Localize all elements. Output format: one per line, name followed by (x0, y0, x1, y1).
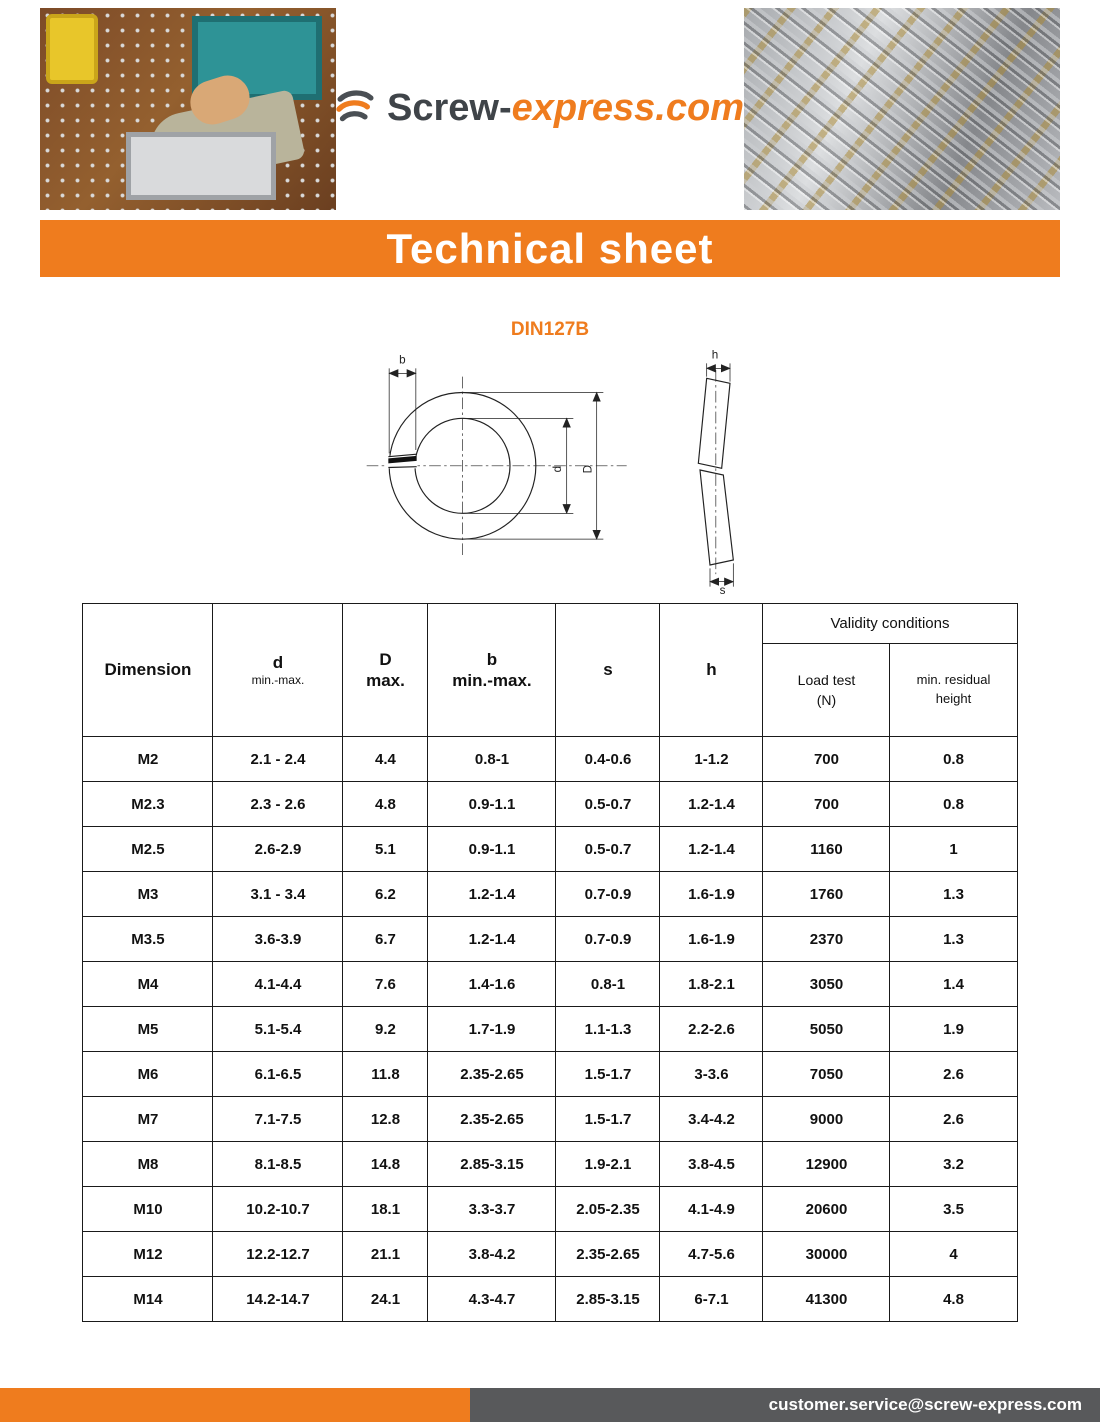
table-cell: 2.35-2.65 (428, 1097, 556, 1142)
table-cell: 2.85-3.15 (428, 1142, 556, 1187)
table-cell: 21.1 (343, 1232, 428, 1277)
table-cell: 2.35-2.65 (556, 1232, 660, 1277)
table-row (83, 1187, 1017, 1232)
table-cell: 1.7-1.9 (428, 1007, 556, 1052)
table-cell: 4 (890, 1232, 1017, 1277)
table-cell: 12.8 (343, 1097, 428, 1142)
table-row (83, 1232, 1017, 1277)
col-header-d: d min.-max. (213, 604, 343, 737)
footer-contact-bar (470, 1388, 1100, 1422)
table-cell: 3.8-4.5 (660, 1142, 763, 1187)
table-cell: 11.8 (343, 1052, 428, 1097)
dim-label-b: b (399, 353, 406, 367)
parts-box-decor (126, 132, 276, 200)
table-cell: 2.6-2.9 (213, 827, 343, 872)
table-cell: 1.6-1.9 (660, 872, 763, 917)
col-header-residual-height: min. residual height (890, 644, 1017, 737)
table-cell: 0.9-1.1 (428, 782, 556, 827)
table-row (83, 917, 1017, 962)
table-cell: 6.7 (343, 917, 428, 962)
table-cell: M2 (83, 737, 213, 782)
table-cell: 3050 (763, 962, 890, 1007)
tape-measure-decor (46, 14, 98, 84)
table-cell: M4 (83, 962, 213, 1007)
table-cell: M14 (83, 1277, 213, 1322)
brand-name-accent: express.com (511, 86, 744, 129)
table-cell: 1.1-1.3 (556, 1007, 660, 1052)
table-cell: 2.2-2.6 (660, 1007, 763, 1052)
table-cell: 0.9-1.1 (428, 827, 556, 872)
table-cell: 1.9 (890, 1007, 1017, 1052)
dim-label-D: D (581, 464, 595, 474)
table-cell: 4.1-4.9 (660, 1187, 763, 1232)
table-cell: 1.3 (890, 872, 1017, 917)
table-cell: 3-3.6 (660, 1052, 763, 1097)
table-cell: 9000 (763, 1097, 890, 1142)
table-cell: M3.5 (83, 917, 213, 962)
table-cell: 41300 (763, 1277, 890, 1322)
table-cell: 1.4-1.6 (428, 962, 556, 1007)
table-cell: 0.8-1 (428, 737, 556, 782)
table-cell: M6 (83, 1052, 213, 1097)
table-cell: 0.5-0.7 (556, 782, 660, 827)
table-cell: 14.2-14.7 (213, 1277, 343, 1322)
brand-name-dark: Screw- (387, 86, 512, 129)
table-cell: 2.6 (890, 1052, 1017, 1097)
table-cell: 700 (763, 782, 890, 827)
table-cell: 9.2 (343, 1007, 428, 1052)
table-cell: 3.1 - 3.4 (213, 872, 343, 917)
table-cell: 1.2-1.4 (428, 872, 556, 917)
table-cell: 2.6 (890, 1097, 1017, 1142)
table-body (83, 737, 1017, 1322)
table-row (83, 1007, 1017, 1052)
table-cell: M5 (83, 1007, 213, 1052)
table-cell: 3.6-3.9 (213, 917, 343, 962)
table-cell: 1 (890, 827, 1017, 872)
table-row (83, 1097, 1017, 1142)
table-cell: 12900 (763, 1142, 890, 1187)
table-cell: 1.3 (890, 917, 1017, 962)
table-cell: 1160 (763, 827, 890, 872)
table-cell: 0.7-0.9 (556, 917, 660, 962)
table-cell: 8.1-8.5 (213, 1142, 343, 1187)
table-cell: 4.4 (343, 737, 428, 782)
table-cell: 1.5-1.7 (556, 1052, 660, 1097)
table-cell: M10 (83, 1187, 213, 1232)
table-row (83, 872, 1017, 917)
footer-accent-bar (0, 1388, 470, 1422)
table-cell: M7 (83, 1097, 213, 1142)
col-header-load-test: Load test (N) (763, 644, 890, 737)
table-cell: M8 (83, 1142, 213, 1187)
table-cell: 2.85-3.15 (556, 1277, 660, 1322)
table-cell: 4.8 (890, 1277, 1017, 1322)
dim-label-d: d (550, 465, 564, 473)
table-cell: 7.1-7.5 (213, 1097, 343, 1142)
screw-logo-icon (336, 78, 375, 138)
table-cell: 4.3-4.7 (428, 1277, 556, 1322)
table-cell: 1.2-1.4 (660, 827, 763, 872)
validity-conditions-header: Validity conditions (763, 604, 1017, 644)
table-cell: 1.8-2.1 (660, 962, 763, 1007)
col-header-b: b min.-max. (428, 604, 556, 737)
table-cell: 3.8-4.2 (428, 1232, 556, 1277)
table-cell: 4.1-4.4 (213, 962, 343, 1007)
table-cell: 24.1 (343, 1277, 428, 1322)
table-row (83, 1142, 1017, 1187)
spec-table (82, 603, 1017, 1322)
table-cell: 1760 (763, 872, 890, 917)
table-cell: 1-1.2 (660, 737, 763, 782)
table-cell: 0.8 (890, 782, 1017, 827)
table-cell: 4.8 (343, 782, 428, 827)
table-cell: 2.35-2.65 (428, 1052, 556, 1097)
table-row (83, 782, 1017, 827)
table-cell: 7.6 (343, 962, 428, 1007)
table-row (83, 962, 1017, 1007)
table-cell: 2.1 - 2.4 (213, 737, 343, 782)
table-cell: 20600 (763, 1187, 890, 1232)
table-cell: 1.2-1.4 (428, 917, 556, 962)
table-row (83, 1052, 1017, 1097)
table-cell: 2.3 - 2.6 (213, 782, 343, 827)
table-cell: 3.4-4.2 (660, 1097, 763, 1142)
table-cell: 3.3-3.7 (428, 1187, 556, 1232)
table-row (83, 737, 1017, 782)
table-row (83, 1277, 1017, 1322)
table-cell: 30000 (763, 1232, 890, 1277)
col-header-s: s (556, 604, 660, 737)
workbench-photo (40, 8, 336, 210)
table-cell: 18.1 (343, 1187, 428, 1232)
table-cell: 10.2-10.7 (213, 1187, 343, 1232)
contact-email: customer.service@screw-express.com (768, 1395, 1082, 1414)
table-cell: 0.8 (890, 737, 1017, 782)
title-banner (40, 220, 1060, 277)
table-cell: 0.7-0.9 (556, 872, 660, 917)
table-cell: 14.8 (343, 1142, 428, 1187)
standard-number: DIN127B (510, 319, 590, 340)
col-header-dimension: Dimension (83, 604, 213, 737)
table-cell: 5.1 (343, 827, 428, 872)
table-cell: 3.2 (890, 1142, 1017, 1187)
page-footer (0, 1388, 1100, 1422)
col-header-D-max: D max. (343, 604, 428, 737)
table-cell: 6.1-6.5 (213, 1052, 343, 1097)
table-cell: 700 (763, 737, 890, 782)
table-cell: M3 (83, 872, 213, 917)
table-cell: 1.5-1.7 (556, 1097, 660, 1142)
table-cell: 6.2 (343, 872, 428, 917)
table-cell: 2.05-2.35 (556, 1187, 660, 1232)
washer-drawing-svg (270, 345, 830, 595)
table-cell: 1.2-1.4 (660, 782, 763, 827)
table-cell: M2.5 (83, 827, 213, 872)
table-cell: 5050 (763, 1007, 890, 1052)
table-cell: M12 (83, 1232, 213, 1277)
table-cell: 2370 (763, 917, 890, 962)
col-header-h: h (660, 604, 763, 737)
brand-name (387, 87, 744, 130)
table-cell: 1.9-2.1 (556, 1142, 660, 1187)
table-cell: 0.5-0.7 (556, 827, 660, 872)
table-cell: 1.6-1.9 (660, 917, 763, 962)
table-cell: 3.5 (890, 1187, 1017, 1232)
table-cell: 0.4-0.6 (556, 737, 660, 782)
spec-table-wrap (0, 603, 1100, 1322)
table-cell: 4.7-5.6 (660, 1232, 763, 1277)
technical-drawing (240, 345, 860, 595)
table-cell: 7050 (763, 1052, 890, 1097)
table-cell: 6-7.1 (660, 1277, 763, 1322)
table-cell: 1.4 (890, 962, 1017, 1007)
table-cell: 0.8-1 (556, 962, 660, 1007)
table-cell: 12.2-12.7 (213, 1232, 343, 1277)
screws-photo (744, 8, 1060, 210)
table-cell: 5.1-5.4 (213, 1007, 343, 1052)
page-title: Technical sheet (386, 224, 714, 272)
dim-label-h: h (711, 348, 719, 362)
page-header (0, 0, 1100, 220)
brand-logo (336, 62, 744, 154)
table-cell: M2.3 (83, 782, 213, 827)
dim-label-s: s (719, 584, 726, 595)
table-row (83, 827, 1017, 872)
